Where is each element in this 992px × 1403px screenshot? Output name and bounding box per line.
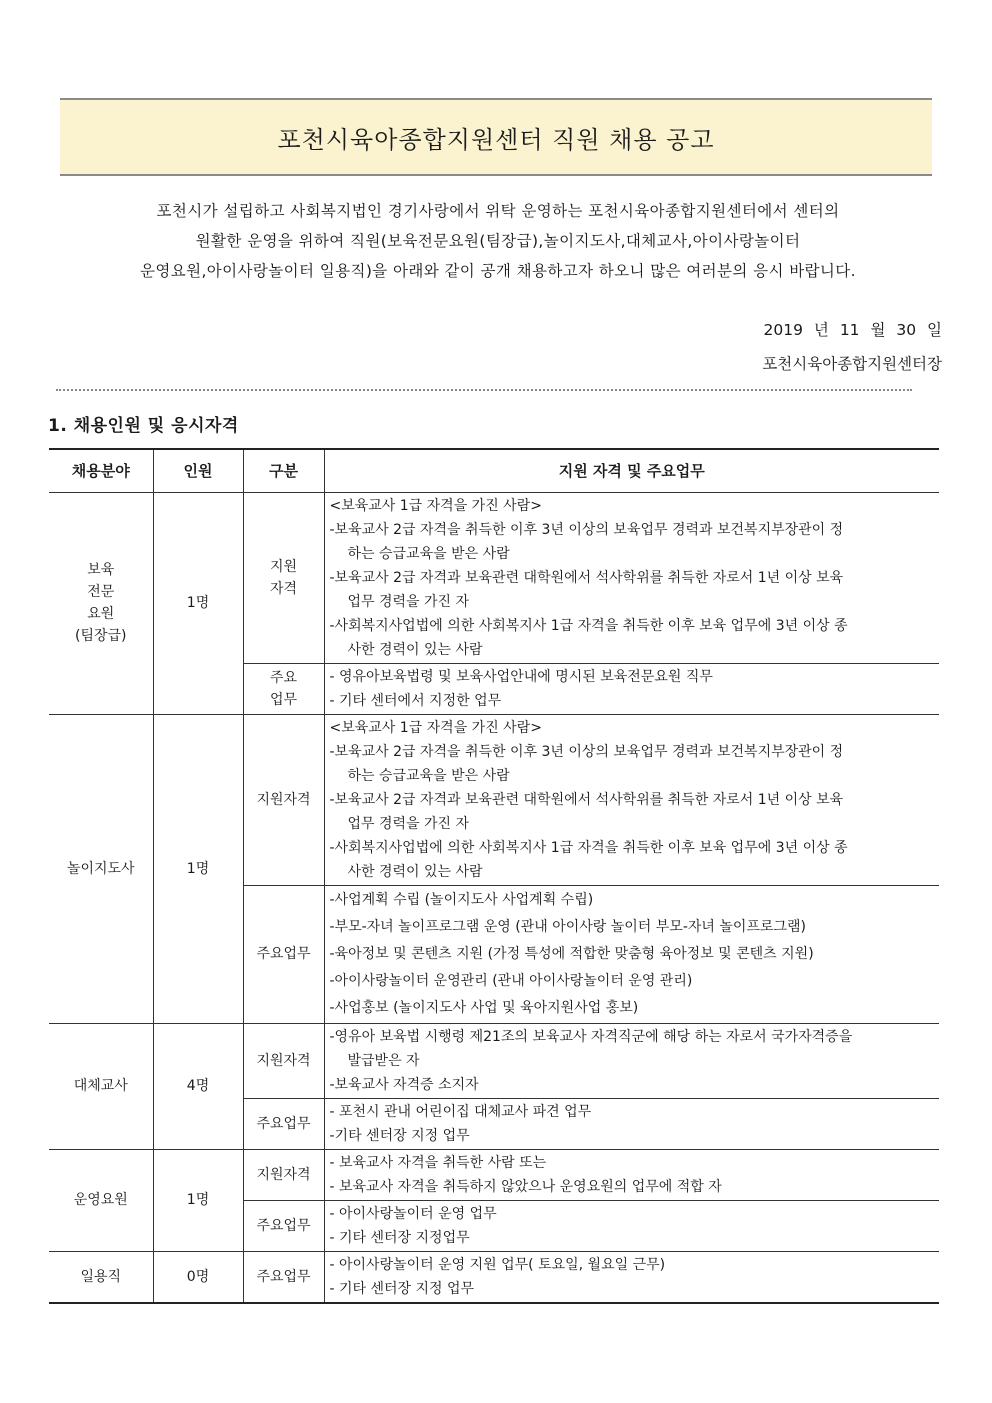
category-cell [243, 1023, 324, 1098]
issuer-signature: 포천시육아종합지원센터장 [762, 355, 942, 373]
recruit-field-label: 요원 [87, 606, 115, 622]
category-label: 자격 [269, 580, 298, 597]
table-body [49, 492, 939, 1303]
duties-cell [324, 492, 939, 663]
recruit-field-label: 대체교사 [73, 1078, 128, 1094]
headcount-cell: 1명 [153, 1149, 243, 1251]
headcount-cell: 0명 [153, 1251, 243, 1303]
category-cell [243, 1200, 324, 1251]
recruit-field-cell [49, 492, 153, 714]
dotted-divider [56, 389, 912, 391]
header-kind: 구분 [243, 449, 324, 492]
duty-line: - 보육교사 자격을 취득하지 않았으나 운영요원의 업무에 적합 자 [329, 1178, 722, 1195]
headcount-cell: 4명 [153, 1023, 243, 1149]
duty-line: <보육교사 1급 자격을 가진 사람> [329, 497, 542, 514]
duties-cell [324, 1251, 939, 1303]
category-label: 주요업무 [256, 1217, 311, 1234]
duty-line: -사업홍보 (놀이지도사 사업 및 육아지원사업 홍보) [329, 999, 639, 1016]
duty-line: - 기타 센터장 지정업무 [329, 1229, 470, 1246]
category-label: 주요 [269, 669, 298, 686]
duty-line: 하는 승급교육을 받은 사람 [347, 545, 510, 562]
recruit-field-label: 일용직 [80, 1268, 122, 1285]
duty-line: 업무 경력을 가진 자 [347, 593, 470, 610]
duty-line: 사한 경력이 있는 사람 [347, 863, 483, 880]
notice-title-box [60, 98, 932, 176]
duty-line: -보육교사 2급 자격과 보육관련 대학원에서 석사학위를 취득한 자로서 1년 이상 보육 [329, 569, 844, 586]
header-count: 인원 [153, 449, 243, 492]
intro-line-2: 원활한 운영을 위하여 직원(보육전문요원(팀장급),놀이지도사,대체교사,아이사랑놀이터 [195, 232, 801, 250]
category-label: 주요업무 [256, 1268, 311, 1285]
duties-cell [324, 1200, 939, 1251]
duty-line: 업무 경력을 가진 자 [347, 815, 470, 832]
category-label: 주요업무 [256, 1115, 311, 1132]
recruit-field-label: 전문 [87, 584, 115, 600]
duty-line: -육아정보 및 콘텐츠 지원 (가정 특성에 적합한 맞춤형 육아정보 및 콘텐츠 지원) [329, 945, 814, 962]
category-cell [243, 714, 324, 885]
recruit-field-cell [49, 714, 153, 1023]
duty-line: -사회복지사업법에 의한 사회복지사 1급 자격을 취득한 이후 보육 업무에 3년 이상 종 [329, 839, 848, 856]
header-field: 채용분야 [49, 449, 153, 492]
category-cell [243, 663, 324, 714]
recruit-field-label: (팀장급) [75, 628, 127, 644]
duty-line: - 보육교사 자격을 취득한 사람 또는 [329, 1154, 547, 1171]
duty-line: - 포천시 관내 어린이집 대체교사 파견 업무 [329, 1103, 592, 1120]
section-title: 1. 채용인원 및 응시자격 [48, 416, 239, 436]
category-cell [243, 1098, 324, 1149]
category-label: 지원 [269, 558, 298, 575]
duty-line: - 기타 센터장 지정 업무 [329, 1280, 475, 1297]
category-label: 지원자격 [256, 1052, 311, 1069]
duties-cell [324, 714, 939, 885]
intro-line-1: 포천시가 설립하고 사회복지법인 경기사랑에서 위탁 운영하는 포천시육아종합지원센터에서 센터의 [156, 202, 840, 220]
intro-paragraph [48, 196, 948, 286]
table-row [49, 1251, 939, 1303]
category-cell [243, 885, 324, 1023]
duty-line: - 영유아보육법령 및 보육사업안내에 명시된 보육전문요원 직무 [329, 668, 713, 685]
notice-date: 2019 년 11 월 30 일 [763, 321, 942, 339]
header-duties: 지원 자격 및 주요업무 [324, 449, 939, 492]
duty-line: -보육교사 2급 자격을 취득한 이후 3년 이상의 보육업무 경력과 보건복지부장관이 정 [329, 521, 844, 538]
duties-cell [324, 885, 939, 1023]
category-cell [243, 1149, 324, 1200]
headcount-cell: 1명 [153, 492, 243, 714]
table-row [49, 1023, 939, 1098]
intro-line-3: 운영요원,아이사랑놀이터 일용직)을 아래와 같이 공개 채용하고자 하오니 많은 여러분의 응시 바랍니다. [139, 262, 857, 280]
headcount-cell: 1명 [153, 714, 243, 1023]
duty-line: - 아이사랑놀이터 운영 지원 업무( 토요일, 월요일 근무) [329, 1256, 666, 1273]
duty-line: 사한 경력이 있는 사람 [347, 641, 483, 658]
duty-line: -영유아 보육법 시행령 제21조의 보육교사 자격직군에 해당 하는 자로서 국가자격증을 [329, 1028, 853, 1045]
duties-cell [324, 1098, 939, 1149]
category-label: 주요업무 [256, 946, 311, 962]
recruit-field-cell [49, 1023, 153, 1149]
recruit-field-cell [49, 1251, 153, 1303]
duties-cell [324, 1023, 939, 1098]
duty-line: -부모-자녀 놀이프로그램 운영 (관내 아이사랑 놀이터 부모-자녀 놀이프로그램) [329, 918, 806, 935]
duties-cell [324, 1149, 939, 1200]
duty-line: -보육교사 2급 자격을 취득한 이후 3년 이상의 보육업무 경력과 보건복지부장관이 정 [329, 743, 844, 760]
recruitment-table [49, 448, 939, 1304]
table-row [49, 492, 939, 663]
duty-line: - 기타 센터에서 지정한 업무 [329, 692, 502, 709]
recruit-field-label: 운영요원 [73, 1192, 128, 1208]
duty-line: -아이사랑놀이터 운영관리 (관내 아이사랑놀이터 운영 관리) [329, 972, 693, 989]
category-label: 업무 [269, 691, 298, 708]
table-header-row [49, 449, 939, 492]
table-row [49, 714, 939, 885]
category-cell [243, 492, 324, 663]
page-title: 포천시육아종합지원센터 직원 채용 공고 [277, 125, 715, 154]
recruit-field-cell [49, 1149, 153, 1251]
duty-line: - 아이사랑놀이터 운영 업무 [329, 1205, 497, 1222]
duty-line: -사회복지사업법에 의한 사회복지사 1급 자격을 취득한 이후 보육 업무에 3년 이상 종 [329, 617, 848, 634]
recruit-field-label: 보육 [87, 562, 115, 578]
category-label: 지원자격 [256, 1166, 311, 1183]
category-cell [243, 1251, 324, 1303]
duty-line: -기타 센터장 지정 업무 [329, 1127, 470, 1144]
duty-line: <보육교사 1급 자격을 가진 사람> [329, 719, 542, 736]
table-row [49, 1149, 939, 1200]
duties-cell [324, 663, 939, 714]
duty-line: -사업계획 수립 (놀이지도사 사업계획 수립) [329, 891, 594, 908]
category-label: 지원자격 [256, 791, 311, 808]
duty-line: -보육교사 2급 자격과 보육관련 대학원에서 석사학위를 취득한 자로서 1년 이상 보육 [329, 791, 844, 808]
recruit-field-label: 놀이지도사 [66, 860, 135, 877]
duty-line: 발급받은 자 [347, 1052, 420, 1069]
duty-line: 하는 승급교육을 받은 사람 [347, 767, 510, 784]
duty-line: -보육교사 자격증 소지자 [329, 1076, 479, 1093]
